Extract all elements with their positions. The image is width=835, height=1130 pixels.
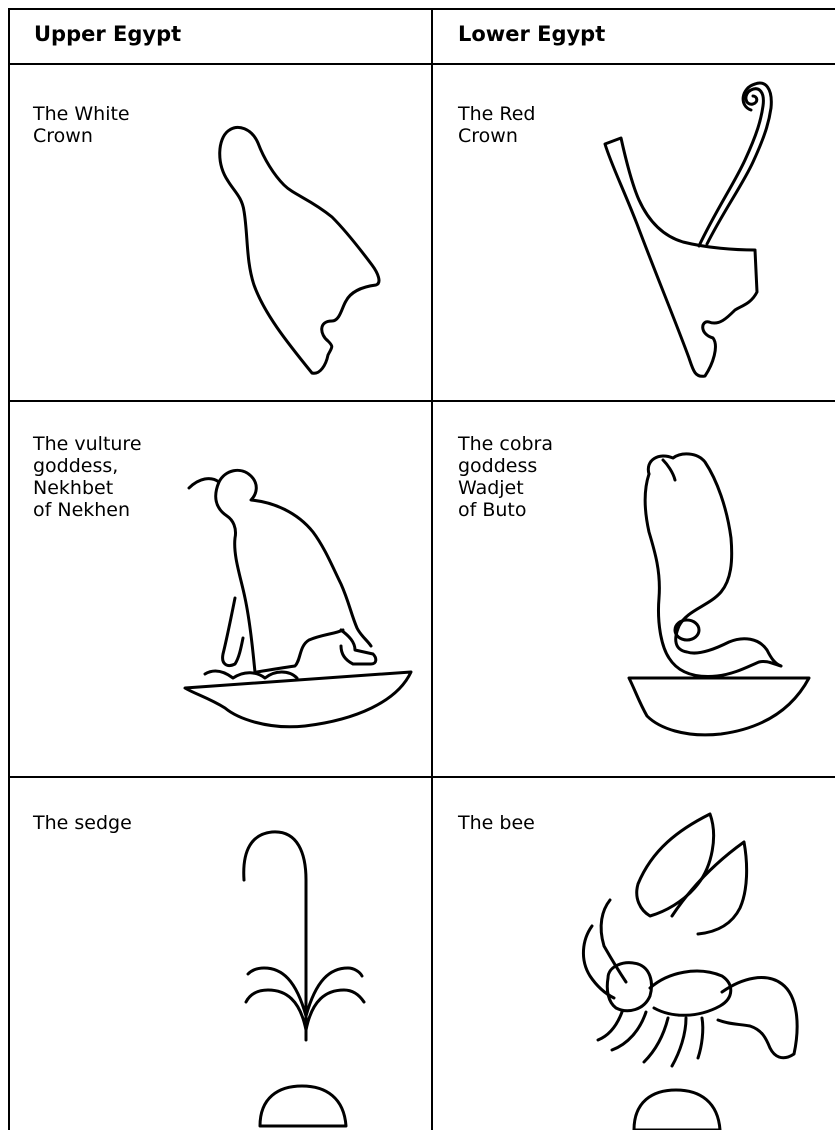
label-cobra-goddess: The cobra goddess Wadjet of Buto bbox=[458, 433, 553, 521]
label-sedge: The sedge bbox=[33, 812, 132, 834]
red-crown-icon bbox=[595, 82, 795, 387]
bee-icon bbox=[568, 800, 808, 1130]
header-upper-egypt: Upper Egypt bbox=[34, 22, 182, 46]
row-divider-2 bbox=[8, 776, 835, 778]
vulture-icon bbox=[185, 458, 415, 758]
label-vulture-goddess: The vulture goddess, Nekhbet of Nekhen bbox=[33, 433, 142, 521]
cobra-icon bbox=[625, 452, 810, 752]
label-white-crown: The White Crown bbox=[33, 103, 130, 147]
header-divider bbox=[8, 63, 835, 65]
label-red-crown: The Red Crown bbox=[458, 103, 536, 147]
row-divider-1 bbox=[8, 400, 835, 402]
header-lower-egypt: Lower Egypt bbox=[458, 22, 606, 46]
white-crown-icon bbox=[200, 115, 400, 385]
sedge-icon bbox=[230, 820, 370, 1130]
table-border-top bbox=[8, 8, 835, 10]
table-border-left bbox=[8, 8, 10, 1130]
table-divider-middle bbox=[431, 8, 433, 1130]
label-bee: The bee bbox=[458, 812, 535, 834]
